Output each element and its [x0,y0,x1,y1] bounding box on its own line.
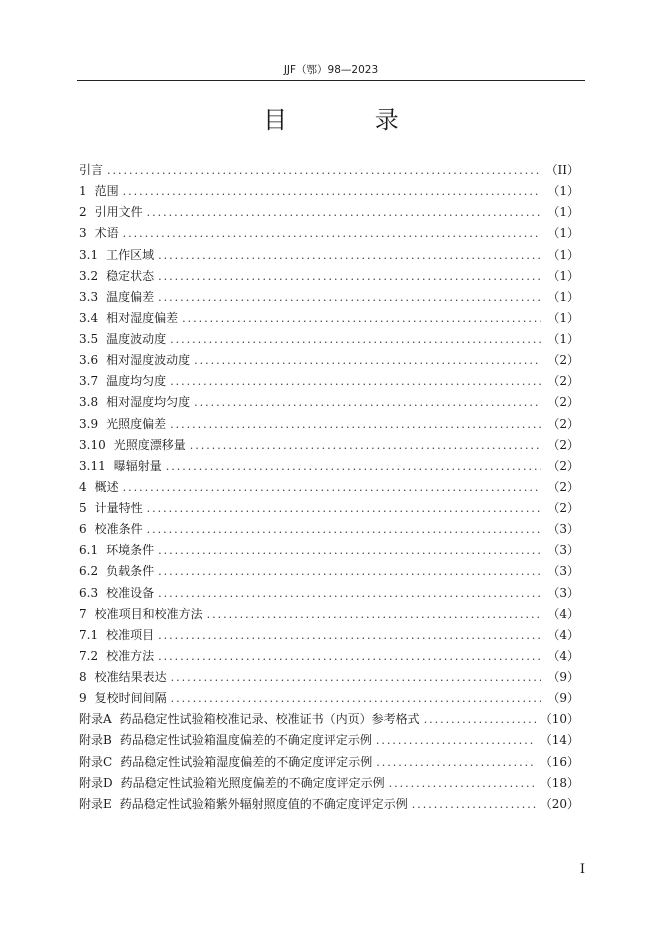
toc-entry-page: （2） [547,374,579,389]
toc-entry-number: 7.1 [79,627,99,642]
toc-dot-leader [166,456,541,477]
toc-entry[interactable] [79,477,579,498]
toc-dot-leader [123,477,541,498]
toc-entry[interactable] [79,688,579,709]
toc-entry-title: 校准项目和校准方法 [94,606,203,621]
toc-entry-title: 药品稳定性试验箱湿度偏差的不确定度评定示例 [120,754,373,769]
toc-entry-page: （II） [545,163,579,177]
toc-entry[interactable] [79,202,579,223]
toc-dot-leader [171,688,541,709]
toc-entry-title: 计量特性 [94,501,143,515]
toc-entry[interactable] [79,435,579,456]
toc-dot-leader [194,392,541,413]
toc-entry-page: （2） [547,416,579,431]
toc-entry-page: （1） [547,247,579,262]
toc-entry[interactable] [79,625,579,646]
toc-dot-leader [147,519,541,540]
toc-entry-title: 稳定状态 [106,268,155,283]
toc-dot-leader [158,646,541,667]
toc-entry-number: 3.5 [79,332,99,346]
toc-entry[interactable] [79,223,579,244]
header-rule [77,80,585,81]
toc-entry-page: （9） [547,691,579,706]
toc-entry-number: 8 [79,670,87,684]
toc-dot-leader [147,202,541,223]
toc-entry-number: 3.7 [79,374,99,389]
toc-entry-number: 3.11 [79,458,106,473]
toc-entry-title: 校准方法 [106,648,155,663]
toc-entry-title: 光照度漂移量 [113,437,186,452]
toc-entry-title: 校准条件 [94,522,143,537]
toc-dot-leader [376,730,536,751]
toc-entry-page: （1） [547,184,579,199]
toc-entry-page: （10） [539,712,579,727]
toc-entry-number: 7 [79,606,87,621]
toc-entry[interactable] [79,456,579,477]
toc-entry-title: 药品稳定性试验箱温度偏差的不确定度评定示例 [119,733,372,748]
toc-entry-number: 3.2 [79,268,99,283]
toc-dot-leader [170,414,541,435]
table-of-contents [79,160,579,815]
toc-entry[interactable] [79,392,579,413]
toc-entry[interactable] [79,773,579,794]
running-header: JJF（鄂）98—2023 [283,64,379,76]
toc-entry[interactable] [79,308,579,329]
toc-dot-leader [207,604,541,625]
toc-entry-title: 概述 [94,479,119,494]
toc-entry-page: （9） [547,670,579,684]
toc-entry-number: 3 [79,226,87,241]
toc-entry-number: 3.4 [79,310,99,325]
toc-entry-page: （4） [547,606,579,621]
toc-entry-number: 3.6 [79,353,99,368]
toc-entry[interactable] [79,709,579,730]
toc-entry[interactable] [79,371,579,392]
toc-entry[interactable] [79,667,579,688]
toc-entry[interactable] [79,498,579,519]
page-number: I [579,862,585,877]
toc-entry-number: 6 [79,522,87,537]
toc-entry-number: 6.3 [79,585,99,600]
toc-entry[interactable] [79,287,579,308]
toc-dot-leader [107,160,541,181]
toc-dot-leader [147,498,541,519]
toc-entry-number: 附录B [79,733,112,748]
toc-entry-title: 术语 [94,226,119,241]
toc-entry-page: （2） [547,479,579,494]
toc-dot-leader [158,540,541,561]
toc-entry-number: 4 [79,479,87,494]
toc-entry-page: （1） [547,289,579,304]
toc-entry-title: 校准结果表达 [94,670,167,684]
toc-dot-leader [158,583,541,604]
toc-entry-title: 药品稳定性试验箱校准记录、校准证书（内页）参考格式 [119,712,420,727]
toc-dot-leader [190,435,541,456]
toc-entry-title: 曝辐射量 [113,458,162,473]
toc-entry-title: 相对湿度均匀度 [106,395,191,410]
toc-entry[interactable] [79,519,579,540]
toc-entry-number: 附录C [79,754,113,769]
toc-entry-title: 药品稳定性试验箱光照度偏差的不确定度评定示例 [120,775,385,790]
toc-dot-leader [170,329,541,350]
toc-entry-page: （1） [547,310,579,325]
toc-entry-page: （2） [547,437,579,452]
toc-entry-number: 9 [79,691,87,706]
toc-entry-number: 附录A [79,712,112,727]
toc-entry-page: （4） [547,627,579,642]
toc-entry-title: 温度波动度 [106,332,167,346]
toc-entry-page: （1） [547,205,579,220]
toc-entry-title: 药品稳定性试验箱紫外辐射照度值的不确定度评定示例 [119,796,408,811]
toc-dot-leader [412,794,536,815]
toc-entry-page: （14） [539,733,579,748]
toc-entry-page: （18） [539,775,579,790]
toc-entry[interactable] [79,561,579,582]
toc-entry-page: （2） [547,501,579,515]
toc-dot-leader [182,308,541,329]
toc-dot-leader [389,773,536,794]
toc-entry[interactable] [79,730,579,751]
toc-entry-page: （3） [547,564,579,579]
toc-dot-leader [424,709,536,730]
toc-entry-title: 引用文件 [94,205,143,220]
toc-entry-number: 3.9 [79,416,99,431]
toc-entry-page: （4） [547,648,579,663]
toc-dot-leader [123,223,541,244]
toc-entry[interactable] [79,350,579,371]
toc-dot-leader [123,181,541,202]
toc-entry-title: 温度偏差 [106,289,155,304]
toc-dot-leader [171,667,541,688]
toc-dot-leader [158,245,541,266]
toc-entry-title: 工作区域 [106,247,155,262]
toc-entry-page: （16） [539,754,579,769]
toc-entry-title: 相对湿度偏差 [106,310,179,325]
toc-entry-title: 相对湿度波动度 [106,353,191,368]
toc-entry-title: 环境条件 [106,543,155,558]
toc-entry-number: 3.3 [79,289,99,304]
toc-entry-page: （3） [547,543,579,558]
toc-entry-number: 附录D [79,775,113,790]
toc-entry-title: 范围 [94,184,119,199]
toc-entry-title: 校准项目 [106,627,155,642]
toc-entry[interactable] [79,794,579,815]
toc-entry[interactable] [79,329,579,350]
toc-entry-title: 负载条件 [106,564,155,579]
page-title: 目 录 [263,106,439,134]
toc-dot-leader [158,266,541,287]
toc-entry[interactable] [79,646,579,667]
toc-entry-title: 光照度偏差 [106,416,167,431]
toc-entry-number: 6.2 [79,564,99,579]
toc-entry-page: （3） [547,585,579,600]
toc-entry-number: 7.2 [79,648,99,663]
toc-entry-number: 3.10 [79,437,106,452]
toc-entry-number: 6.1 [79,543,99,558]
toc-entry[interactable] [79,752,579,773]
toc-entry-title: 温度均匀度 [106,374,167,389]
toc-entry-page: （3） [547,522,579,537]
toc-entry[interactable] [79,414,579,435]
toc-entry-number: 3.1 [79,247,99,262]
toc-entry-page: （20） [539,796,579,811]
toc-entry-page: （2） [547,353,579,368]
toc-dot-leader [158,287,541,308]
toc-entry-number: 3.8 [79,395,99,410]
toc-entry-number: 1 [79,184,87,199]
toc-entry-page: （1） [547,226,579,241]
toc-entry-page: （2） [547,395,579,410]
toc-entry-number: 附录E [79,796,112,811]
toc-entry[interactable] [79,583,579,604]
toc-entry[interactable] [79,540,579,561]
toc-entry-page: （1） [547,268,579,283]
toc-entry-page: （2） [547,458,579,473]
toc-dot-leader [170,371,541,392]
toc-dot-leader [376,752,536,773]
toc-entry-title: 校准设备 [106,585,155,600]
toc-entry[interactable] [79,181,579,202]
toc-entry-title: 复校时间间隔 [94,691,167,706]
toc-entry-page: （1） [547,332,579,346]
toc-dot-leader [158,625,541,646]
toc-entry-title: 引言 [79,163,104,177]
toc-entry[interactable] [79,266,579,287]
toc-entry[interactable] [79,160,579,181]
toc-dot-leader [158,561,541,582]
toc-entry-number: 5 [79,501,87,515]
toc-entry-number: 2 [79,205,87,220]
toc-entry[interactable] [79,245,579,266]
toc-dot-leader [194,350,541,371]
toc-entry[interactable] [79,604,579,625]
